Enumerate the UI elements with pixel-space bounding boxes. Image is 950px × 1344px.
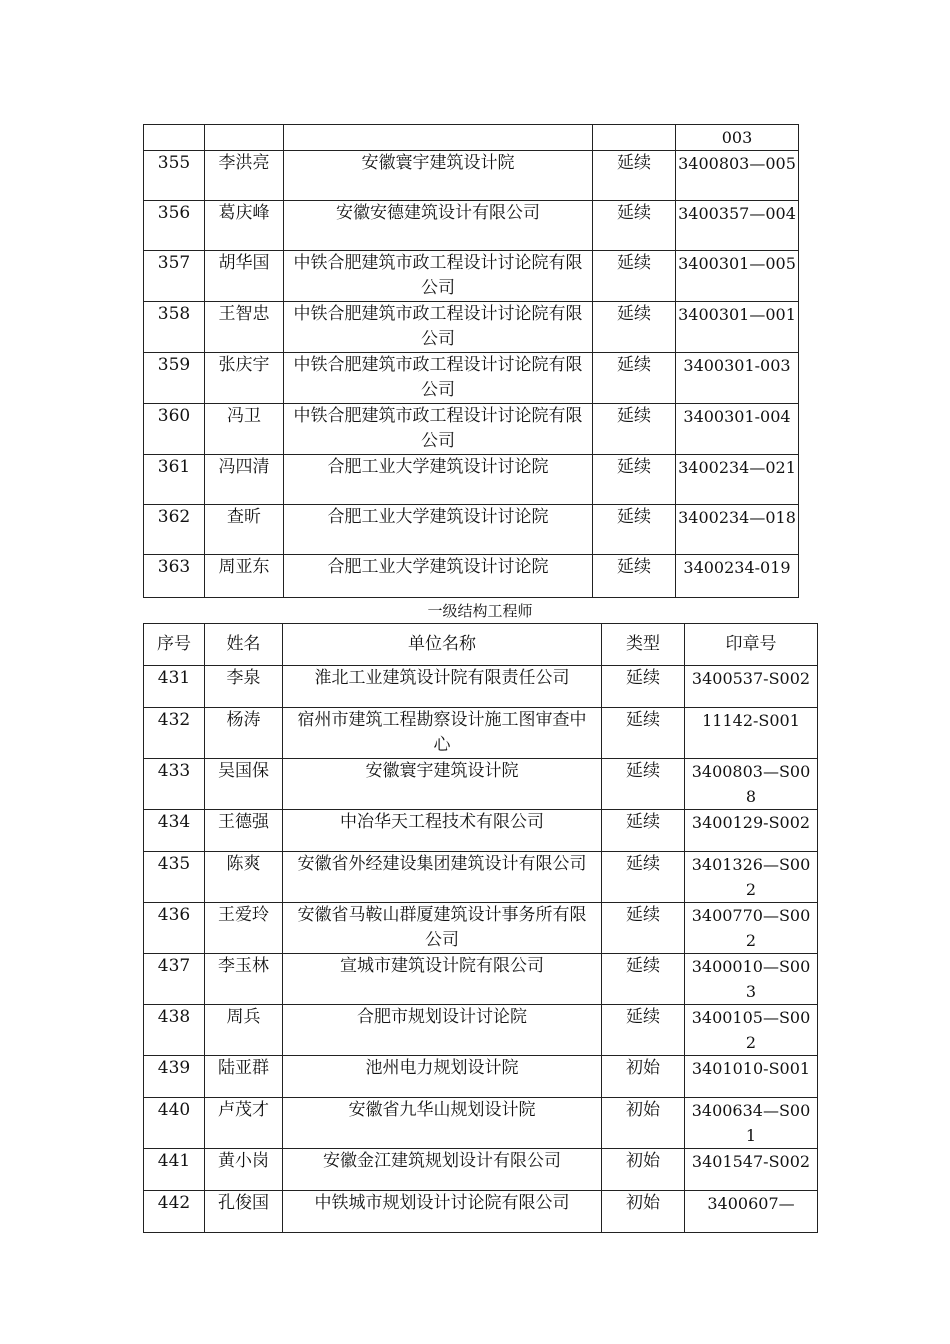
- type-cell: [593, 125, 676, 151]
- header-cell: 姓名: [205, 624, 283, 666]
- table-row: [144, 404, 799, 455]
- seal-number-cell: 3400301—005: [676, 251, 799, 302]
- header-cell: 单位名称: [283, 624, 602, 666]
- table-row: [144, 353, 799, 404]
- header-cell: 印章号: [685, 624, 818, 666]
- row-number-cell: 442: [144, 1191, 205, 1233]
- row-number-cell: 355: [144, 151, 205, 201]
- row-number-cell: 439: [144, 1056, 205, 1098]
- unit-name-cell: 中铁合肥建筑市政工程设计讨论院有限公司: [284, 302, 593, 353]
- seal-number-cell: 3400234-019: [676, 555, 799, 598]
- name-cell: 王爱玲: [205, 903, 283, 954]
- name-cell: 王智忠: [205, 302, 284, 353]
- name-cell: 胡华国: [205, 251, 284, 302]
- table-row: [144, 1056, 818, 1098]
- table-row: [144, 810, 818, 852]
- type-cell: 延续: [593, 555, 676, 598]
- table-row: [144, 708, 818, 759]
- name-cell: 李玉林: [205, 954, 283, 1005]
- name-cell: 周兵: [205, 1005, 283, 1056]
- unit-name-cell: 安徽寰宇建筑设计院: [283, 759, 602, 810]
- name-cell: 葛庆峰: [205, 201, 284, 251]
- type-cell: 延续: [602, 708, 685, 759]
- seal-number-cell: 3400357—004: [676, 201, 799, 251]
- unit-name-cell: 淮北工业建筑设计院有限责任公司: [283, 666, 602, 708]
- seal-number-cell: 003: [676, 125, 799, 151]
- row-number-cell: [144, 125, 205, 151]
- row-number-cell: 357: [144, 251, 205, 302]
- row-number-cell: 362: [144, 505, 205, 555]
- type-cell: 延续: [593, 455, 676, 505]
- unit-name-cell: 安徽省九华山规划设计院: [283, 1098, 602, 1149]
- seal-number-cell: 3400607—: [685, 1191, 818, 1233]
- name-cell: 冯四清: [205, 455, 284, 505]
- table-row: [144, 903, 818, 954]
- unit-name-cell: 安徽寰宇建筑设计院: [284, 151, 593, 201]
- type-cell: 初始: [602, 1191, 685, 1233]
- unit-name-cell: 合肥工业大学建筑设计讨论院: [284, 555, 593, 598]
- seal-number-cell: 3401010-S001: [685, 1056, 818, 1098]
- seal-number-cell: 3400803—005: [676, 151, 799, 201]
- row-number-cell: 440: [144, 1098, 205, 1149]
- row-number-cell: 356: [144, 201, 205, 251]
- unit-name-cell: 合肥工业大学建筑设计讨论院: [284, 505, 593, 555]
- table-row: [144, 151, 799, 201]
- unit-name-cell: 池州电力规划设计院: [283, 1056, 602, 1098]
- type-cell: 延续: [593, 404, 676, 455]
- seal-number-cell: 3400105—S002: [685, 1005, 818, 1056]
- name-cell: 杨涛: [205, 708, 283, 759]
- table-architects: [143, 124, 799, 598]
- seal-number-cell: 3400234—018: [676, 505, 799, 555]
- header-cell: 类型: [602, 624, 685, 666]
- row-number-cell: 436: [144, 903, 205, 954]
- seal-number-cell: 3401547-S002: [685, 1149, 818, 1191]
- name-cell: 孔俊国: [205, 1191, 283, 1233]
- name-cell: 李泉: [205, 666, 283, 708]
- unit-name-cell: 安徽金江建筑规划设计有限公司: [283, 1149, 602, 1191]
- name-cell: 吴国保: [205, 759, 283, 810]
- seal-number-cell: 3400301—001: [676, 302, 799, 353]
- row-number-cell: 433: [144, 759, 205, 810]
- name-cell: 查昕: [205, 505, 284, 555]
- type-cell: 延续: [602, 1005, 685, 1056]
- seal-number-cell: 3400010—S003: [685, 954, 818, 1005]
- table-row: [144, 505, 799, 555]
- table-row: [144, 666, 818, 708]
- table-row: [144, 201, 799, 251]
- seal-number-cell: 3400770—S002: [685, 903, 818, 954]
- row-number-cell: 432: [144, 708, 205, 759]
- name-cell: 陆亚群: [205, 1056, 283, 1098]
- table-row: [144, 125, 799, 151]
- section-caption: 一级结构工程师: [427, 602, 533, 620]
- row-number-cell: 359: [144, 353, 205, 404]
- unit-name-cell: 合肥工业大学建筑设计讨论院: [284, 455, 593, 505]
- unit-name-cell: 安徽省马鞍山群厦建筑设计事务所有限公司: [283, 903, 602, 954]
- unit-name-cell: 中铁合肥建筑市政工程设计讨论院有限公司: [284, 353, 593, 404]
- type-cell: 延续: [593, 251, 676, 302]
- type-cell: 初始: [602, 1098, 685, 1149]
- table-header-row: [144, 624, 818, 666]
- seal-number-cell: 3400301-004: [676, 404, 799, 455]
- unit-name-cell: 合肥市规划设计讨论院: [283, 1005, 602, 1056]
- seal-number-cell: 3401326—S002: [685, 852, 818, 903]
- seal-number-cell: 3400301-003: [676, 353, 799, 404]
- row-number-cell: 358: [144, 302, 205, 353]
- row-number-cell: 360: [144, 404, 205, 455]
- name-cell: [205, 125, 284, 151]
- unit-name-cell: 安徽安德建筑设计有限公司: [284, 201, 593, 251]
- type-cell: 延续: [602, 903, 685, 954]
- type-cell: 延续: [593, 151, 676, 201]
- type-cell: 初始: [602, 1056, 685, 1098]
- unit-name-cell: 安徽省外经建设集团建筑设计有限公司: [283, 852, 602, 903]
- table-row: [144, 455, 799, 505]
- row-number-cell: 434: [144, 810, 205, 852]
- unit-name-cell: 中铁城市规划设计讨论院有限公司: [283, 1191, 602, 1233]
- row-number-cell: 435: [144, 852, 205, 903]
- unit-name-cell: 宿州市建筑工程勘察设计施工图审查中心: [283, 708, 602, 759]
- table-row: [144, 759, 818, 810]
- table-row: [144, 555, 799, 598]
- name-cell: 陈爽: [205, 852, 283, 903]
- name-cell: 冯卫: [205, 404, 284, 455]
- unit-name-cell: 中铁合肥建筑市政工程设计讨论院有限公司: [284, 404, 593, 455]
- name-cell: 卢茂才: [205, 1098, 283, 1149]
- unit-name-cell: 宣城市建筑设计院有限公司: [283, 954, 602, 1005]
- row-number-cell: 431: [144, 666, 205, 708]
- seal-number-cell: 3400803—S008: [685, 759, 818, 810]
- table-row: [144, 954, 818, 1005]
- type-cell: 延续: [593, 302, 676, 353]
- row-number-cell: 437: [144, 954, 205, 1005]
- type-cell: 延续: [602, 954, 685, 1005]
- type-cell: 延续: [602, 759, 685, 810]
- name-cell: 周亚东: [205, 555, 284, 598]
- type-cell: 延续: [593, 201, 676, 251]
- type-cell: 延续: [602, 852, 685, 903]
- seal-number-cell: 11142-S001: [685, 708, 818, 759]
- row-number-cell: 361: [144, 455, 205, 505]
- seal-number-cell: 3400129-S002: [685, 810, 818, 852]
- name-cell: 黄小岗: [205, 1149, 283, 1191]
- name-cell: 张庆宇: [205, 353, 284, 404]
- type-cell: 延续: [593, 353, 676, 404]
- table-row: [144, 1098, 818, 1149]
- seal-number-cell: 3400634—S001: [685, 1098, 818, 1149]
- unit-name-cell: [284, 125, 593, 151]
- row-number-cell: 438: [144, 1005, 205, 1056]
- name-cell: 李洪亮: [205, 151, 284, 201]
- unit-name-cell: 中冶华天工程技术有限公司: [283, 810, 602, 852]
- type-cell: 延续: [602, 666, 685, 708]
- unit-name-cell: 中铁合肥建筑市政工程设计讨论院有限公司: [284, 251, 593, 302]
- table-row: [144, 1149, 818, 1191]
- table-row: [144, 251, 799, 302]
- name-cell: 王德强: [205, 810, 283, 852]
- table-row: [144, 302, 799, 353]
- table-row: [144, 1191, 818, 1233]
- table-row: [144, 852, 818, 903]
- seal-number-cell: 3400234—021: [676, 455, 799, 505]
- type-cell: 延续: [602, 810, 685, 852]
- row-number-cell: 441: [144, 1149, 205, 1191]
- type-cell: 初始: [602, 1149, 685, 1191]
- seal-number-cell: 3400537-S002: [685, 666, 818, 708]
- table-row: [144, 1005, 818, 1056]
- header-cell: 序号: [144, 624, 205, 666]
- row-number-cell: 363: [144, 555, 205, 598]
- type-cell: 延续: [593, 505, 676, 555]
- table-structural-engineers: [143, 623, 818, 1233]
